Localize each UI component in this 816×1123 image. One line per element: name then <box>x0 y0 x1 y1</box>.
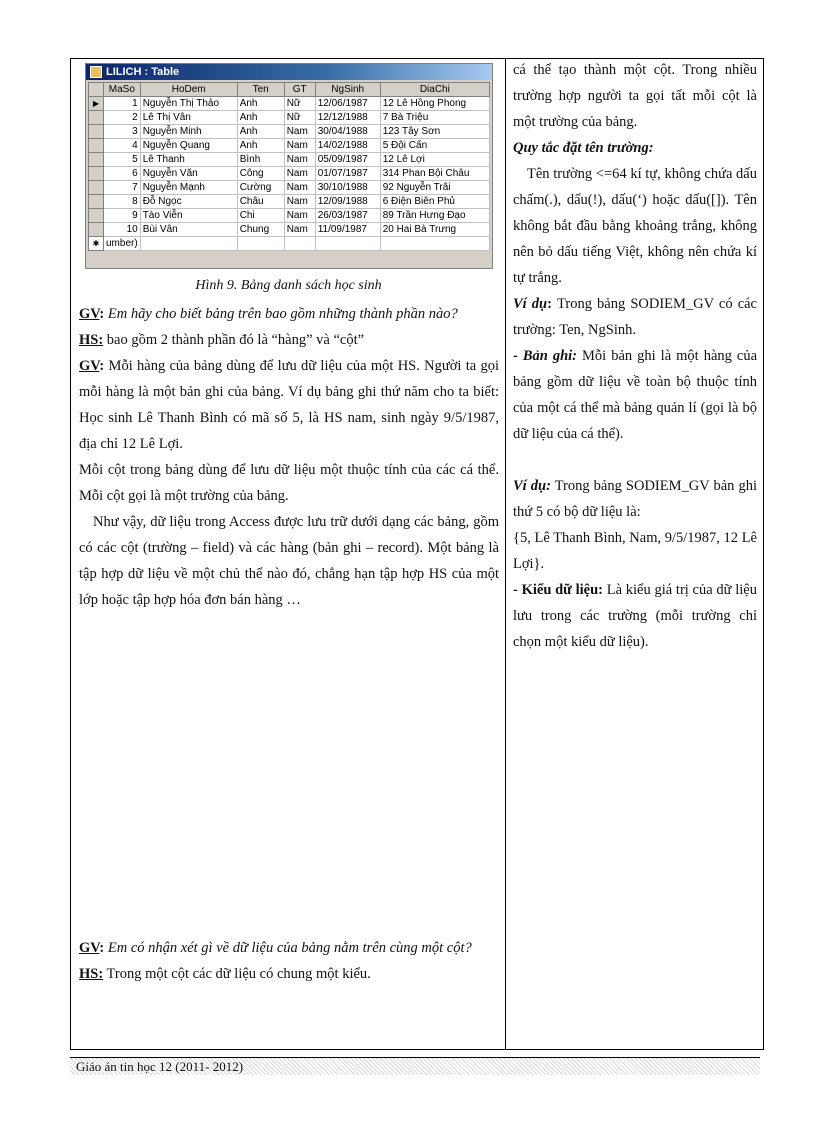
gv-question-1: GV: Em hãy cho biết bảng trên bao gồm những thành phần nào? <box>79 306 458 322</box>
table-cell[interactable]: 05/09/1987 <box>315 153 380 167</box>
table-cell[interactable] <box>237 237 284 251</box>
left-column <box>71 59 506 1049</box>
table-cell[interactable]: Nam <box>284 195 315 209</box>
table-row[interactable] <box>89 209 490 223</box>
example-2 <box>513 473 757 525</box>
table-cell[interactable]: Nam <box>284 181 315 195</box>
field-intro: cá thể tạo thành một cột. Trong nhiều trường hợp người ta gọi tất mỗi cột là một trường của bảng. <box>513 62 757 130</box>
right-column <box>506 59 763 1049</box>
example-2-data: {5, Lê Thanh Bình, Nam, 9/5/1987, 12 Lê Lợi}. <box>513 530 757 572</box>
window-title: LILICH : Table <box>106 66 180 78</box>
record-selector[interactable] <box>89 181 104 195</box>
selector-header <box>89 83 104 97</box>
table-cell[interactable]: Nam <box>284 223 315 237</box>
gv-question-text: Em có nhận xét gì về dữ liệu của bảng nằm trên cùng một cột? <box>107 940 472 956</box>
current-record-indicator[interactable]: ▶ <box>89 97 104 111</box>
table-cell[interactable]: 123 Tây Sơn <box>380 125 489 139</box>
gv-label: GV <box>79 358 100 374</box>
record-label: Bản ghi: <box>522 348 578 364</box>
datatype-definition: - Kiểu dữ liệu: Là kiểu giá trị của dữ liệu lưu trong các trường (mỗi trường chỉ chọn một kiểu dữ liệu). <box>513 582 757 650</box>
table-cell[interactable]: Chi <box>237 209 284 223</box>
table-row[interactable] <box>89 195 490 209</box>
table-cell[interactable]: Anh <box>237 111 284 125</box>
table-cell[interactable]: Nữ <box>284 111 315 125</box>
table-cell[interactable]: Nam <box>284 209 315 223</box>
table-cell[interactable]: Nguyễn Minh <box>140 125 237 139</box>
table-cell[interactable]: 2 <box>104 111 141 125</box>
table-cell[interactable]: 10 <box>104 223 141 237</box>
table-row[interactable] <box>89 125 490 139</box>
table-cell[interactable]: Cường <box>237 181 284 195</box>
col-header: HoDem <box>140 83 237 97</box>
access-table-window <box>85 63 493 269</box>
hs-answer-text: Trong một cột các dữ liệu có chung một kiểu. <box>106 966 371 982</box>
table-row[interactable] <box>89 153 490 167</box>
table-cell[interactable]: 314 Phan Bội Châu <box>380 167 489 181</box>
table-cell[interactable]: 14/02/1988 <box>315 139 380 153</box>
record-selector[interactable] <box>89 111 104 125</box>
table-cell[interactable]: 12 Lê Hồng Phong <box>380 97 489 111</box>
right-text-block <box>513 57 757 655</box>
table-cell[interactable]: 01/07/1987 <box>315 167 380 181</box>
table-cell[interactable] <box>140 237 237 251</box>
table-cell[interactable]: 1 <box>104 97 141 111</box>
table-cell[interactable]: Châu <box>237 195 284 209</box>
record-selector[interactable] <box>89 167 104 181</box>
example-text: Trong bảng SODIEM_GV có các trường: Ten, NgSinh. <box>513 296 757 338</box>
example-text: Trong bảng SODIEM_GV bản ghi thứ 5 có bộ dữ liệu là: <box>513 478 758 520</box>
table-cell[interactable]: 8 <box>104 195 141 209</box>
table-cell[interactable]: Tào Viễn <box>140 209 237 223</box>
table-cell[interactable]: Nam <box>284 139 315 153</box>
table-cell[interactable] <box>284 237 315 251</box>
table-cell[interactable]: 6 <box>104 167 141 181</box>
table-row[interactable] <box>89 97 490 111</box>
header-row <box>89 83 490 97</box>
rule-title: Quy tắc đặt tên trường: <box>513 140 654 156</box>
table-cell[interactable]: Công <box>237 167 284 181</box>
gv-explain-text: Mỗi hàng của bảng dùng để lưu dữ liệu của một HS. Người ta gọi mỗi hàng là một bản ghi của bảng. Ví dụ bảng ghi thứ năm cho ta biết: Học sinh Lê Thanh Bình có mã số 5, là HS nam, sinh ngày 9/5/1987, địa chỉ 12 Lê Lợi. <box>79 358 499 452</box>
table-cell[interactable]: 9 <box>104 209 141 223</box>
table-cell[interactable]: Nguyễn Quang <box>140 139 237 153</box>
table-cell[interactable]: 5 <box>104 153 141 167</box>
table-cell[interactable]: 12/09/1988 <box>315 195 380 209</box>
gv-explain: GV: Mỗi hàng của bảng dùng để lưu dữ liệu của một HS. Người ta gọi mỗi hàng là một bản ghi của bảng. Ví dụ bảng ghi thứ năm cho ta biết: Học sinh Lê Thanh Bình có mã số 5, là HS nam, sinh ngày 9/5/1987, địa chỉ 12 Lê Lợi. <box>79 358 499 452</box>
table-cell[interactable]: Bùi Vân <box>140 223 237 237</box>
table-cell[interactable]: 30/10/1988 <box>315 181 380 195</box>
gv-label: GV <box>79 306 100 322</box>
col-header: MaSo <box>104 83 141 97</box>
table-cell[interactable]: 20 Hai Bà Trưng <box>380 223 489 237</box>
table-cell[interactable]: 7 <box>104 181 141 195</box>
table-cell[interactable]: Nguyễn Mạnh <box>140 181 237 195</box>
datasheet-grid <box>88 82 490 251</box>
example-label: Ví dụ: <box>513 478 551 494</box>
table-cell[interactable]: 3 <box>104 125 141 139</box>
record-selector[interactable] <box>89 195 104 209</box>
col-header: Ten <box>237 83 284 97</box>
table-cell[interactable]: 89 Trần Hưng Đạo <box>380 209 489 223</box>
left-text-block <box>79 301 499 613</box>
new-record-row[interactable] <box>89 237 490 251</box>
table-cell[interactable]: Anh <box>237 125 284 139</box>
table-cell[interactable]: 30/04/1988 <box>315 125 380 139</box>
col-header: DiaChi <box>380 83 489 97</box>
table-cell[interactable]: Nguyễn Văn <box>140 167 237 181</box>
new-record-icon[interactable]: ✱ <box>89 237 104 251</box>
table-row[interactable] <box>89 167 490 181</box>
table-cell[interactable]: 7 Bà Triệu <box>380 111 489 125</box>
new-record-cell[interactable]: umber) <box>104 237 141 251</box>
table-cell[interactable]: Nữ <box>284 97 315 111</box>
page-footer: Giáo án tin học 12 (2011- 2012) <box>70 1057 760 1075</box>
example-label: Ví dụ <box>513 296 548 312</box>
datatype-text: Là kiểu giá trị của dữ liệu lưu trong các trường (mỗi trường chỉ chọn một kiểu dữ liệu). <box>513 582 757 650</box>
hs-answer-2 <box>79 961 499 987</box>
table-cell[interactable]: Lê Thị Vân <box>140 111 237 125</box>
record-text: Mỗi bản ghi là một hàng của bảng gồm dữ liệu về toàn bộ thuộc tính của một cá thể mà bảng quản lí (gọi là bộ dữ liệu của cá thể). <box>513 348 758 442</box>
col-header: NgSinh <box>315 83 380 97</box>
gv-question-text: Em hãy cho biết bảng trên bao gồm những thành phần nào? <box>107 306 458 322</box>
paragraph-columns: Mỗi cột trong bảng dùng để lưu dữ liệu một thuộc tính của các cá thể. Mỗi cột gọi là một trường của bảng. <box>79 462 499 504</box>
record-selector[interactable] <box>89 139 104 153</box>
gv-question-2: GV: Em có nhận xét gì về dữ liệu của bảng nằm trên cùng một cột? <box>79 940 472 956</box>
table-cell[interactable]: Nguyễn Thị Thảo <box>140 97 237 111</box>
table-cell[interactable]: 12/12/1988 <box>315 111 380 125</box>
record-selector[interactable] <box>89 125 104 139</box>
table-cell[interactable]: Anh <box>237 139 284 153</box>
table-cell[interactable]: Nam <box>284 167 315 181</box>
table-row[interactable] <box>89 223 490 237</box>
hs-label: HS: <box>79 966 104 982</box>
hs-label: HS: <box>79 332 104 348</box>
gv-label: GV <box>79 940 100 956</box>
hs-answer-1 <box>79 327 499 353</box>
left-text-bottom <box>79 935 499 987</box>
rule-text: Tên trường <=64 kí tự, không chứa dấu chấm(.), dấu(!), dấu(‘) hoặc dấu([]). Tên không bắt đầu bằng khoảng trắng, không nên bỏ dấu tiếng Việt, không nên chứa kí tự trắng. <box>513 166 757 286</box>
record-selector[interactable] <box>89 223 104 237</box>
table-cell[interactable]: Anh <box>237 97 284 111</box>
record-definition: - Bản ghi: Mỗi bản ghi là một hàng của bảng gồm dữ liệu về toàn bộ thuộc tính của một cá thể mà bảng quản lí (gọi là bộ dữ liệu của cá thể). <box>513 348 758 442</box>
table-cell[interactable]: Lê Thanh <box>140 153 237 167</box>
col-header: GT <box>284 83 315 97</box>
table-cell[interactable]: Bình <box>237 153 284 167</box>
table-cell[interactable]: 5 Đội Cấn <box>380 139 489 153</box>
hs-answer-text: bao gồm 2 thành phần đó là “hàng” và “cột” <box>106 332 365 348</box>
table-cell[interactable]: Nam <box>284 125 315 139</box>
datatype-label: Kiểu dữ liệu: <box>521 582 604 598</box>
table-cell[interactable]: Chung <box>237 223 284 237</box>
window-title-bar <box>86 64 492 80</box>
table-row[interactable] <box>89 139 490 153</box>
table-cell[interactable]: Nam <box>284 153 315 167</box>
record-selector[interactable] <box>89 209 104 223</box>
table-cell[interactable] <box>315 237 380 251</box>
table-cell[interactable]: 4 <box>104 139 141 153</box>
table-cell[interactable] <box>380 237 489 251</box>
table-row[interactable] <box>89 111 490 125</box>
figure-caption: Hình 9. Bảng danh sách học sinh <box>195 278 382 293</box>
example-1: Ví dụ: Trong bảng SODIEM_GV có các trường: Ten, NgSinh. <box>513 296 757 338</box>
table-cell[interactable]: 92 Nguyễn Trãi <box>380 181 489 195</box>
table-cell[interactable]: 12/06/1987 <box>315 97 380 111</box>
page-frame <box>70 58 764 1050</box>
table-cell[interactable]: 6 Điện Biên Phủ <box>380 195 489 209</box>
record-selector[interactable] <box>89 153 104 167</box>
table-cell[interactable]: 11/09/1987 <box>315 223 380 237</box>
table-cell[interactable]: 26/03/1987 <box>315 209 380 223</box>
table-cell[interactable]: Đỗ Ngọc <box>140 195 237 209</box>
paragraph-summary: Như vậy, dữ liệu trong Access được lưu trữ dưới dạng các bảng, gồm có các cột (trường – field) và các hàng (bản ghi – record). Một bảng là tập hợp dữ liệu về một chủ thể nào đó, chẳng hạn tập hợp HS của một lớp hoặc tập hợp hóa đơn bán hàng … <box>79 514 499 608</box>
table-row[interactable] <box>89 181 490 195</box>
table-cell[interactable]: 12 Lê Lợi <box>380 153 489 167</box>
table-icon <box>90 66 102 78</box>
